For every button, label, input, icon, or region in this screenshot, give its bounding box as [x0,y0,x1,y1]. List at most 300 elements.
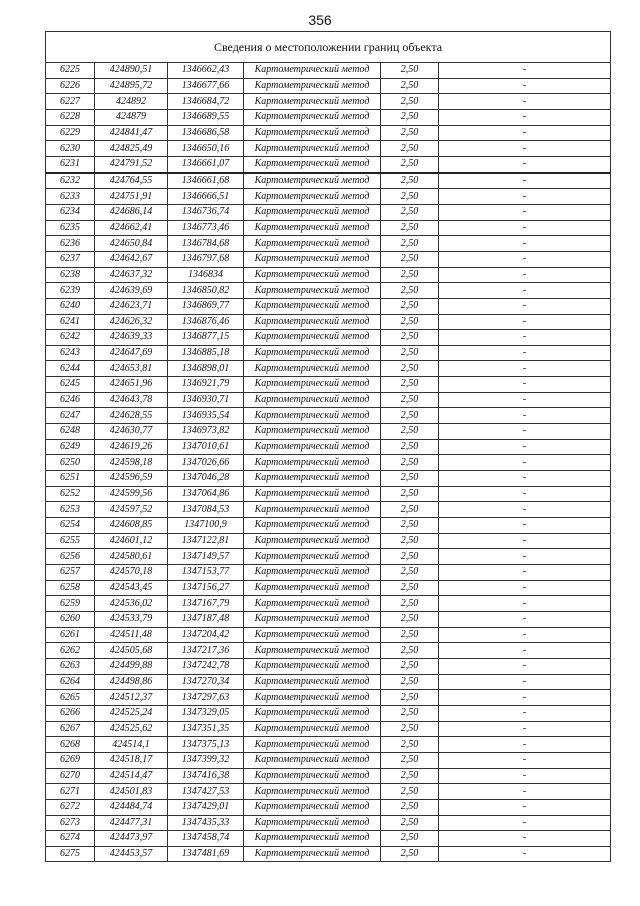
x-coordinate-cell: 424599,56 [95,486,168,502]
point-number-cell: 6231 [46,156,95,172]
description-cell: - [439,846,611,862]
table-row [46,721,611,737]
point-number-cell: 6243 [46,345,95,361]
table-row [46,627,611,643]
x-coordinate-cell: 424628,55 [95,408,168,424]
y-coordinate-cell: 1347329,05 [168,705,244,721]
y-coordinate-cell: 1347187,48 [168,611,244,627]
method-cell: Картометрический метод [244,486,381,502]
description-cell: - [439,109,611,125]
x-coordinate-cell: 424841,47 [95,125,168,141]
description-cell: - [439,831,611,847]
description-cell: - [439,78,611,94]
description-cell: - [439,424,611,440]
method-cell: Картометрический метод [244,156,381,172]
table-row [46,737,611,753]
method-cell: Картометрический метод [244,737,381,753]
point-number-cell: 6258 [46,580,95,596]
accuracy-cell: 2,50 [381,109,439,125]
x-coordinate-cell: 424647,69 [95,345,168,361]
point-number-cell: 6269 [46,752,95,768]
point-number-cell: 6253 [46,502,95,518]
accuracy-cell: 2,50 [381,627,439,643]
point-number-cell: 6236 [46,236,95,252]
accuracy-cell: 2,50 [381,377,439,393]
table-row [46,471,611,487]
y-coordinate-cell: 1346869,77 [168,298,244,314]
table-row [46,251,611,267]
x-coordinate-cell: 424653,81 [95,361,168,377]
point-number-cell: 6230 [46,141,95,157]
y-coordinate-cell: 1346661,68 [168,173,244,189]
x-coordinate-cell: 424895,72 [95,78,168,94]
description-cell: - [439,611,611,627]
description-cell: - [439,251,611,267]
x-coordinate-cell: 424596,59 [95,471,168,487]
description-cell: - [439,330,611,346]
accuracy-cell: 2,50 [381,156,439,172]
y-coordinate-cell: 1347156,27 [168,580,244,596]
point-number-cell: 6232 [46,173,95,189]
description-cell: - [439,298,611,314]
description-cell: - [439,267,611,283]
method-cell: Картометрический метод [244,251,381,267]
y-coordinate-cell: 1346876,46 [168,314,244,330]
y-coordinate-cell: 1346877,15 [168,330,244,346]
table-row [46,596,611,612]
x-coordinate-cell: 424505,68 [95,643,168,659]
accuracy-cell: 2,50 [381,236,439,252]
point-number-cell: 6234 [46,204,95,220]
method-cell: Картометрический метод [244,611,381,627]
method-cell: Картометрический метод [244,705,381,721]
accuracy-cell: 2,50 [381,267,439,283]
description-cell: - [439,815,611,831]
table-row [46,220,611,236]
description-cell: - [439,173,611,189]
y-coordinate-cell: 1347064,86 [168,486,244,502]
description-cell: - [439,377,611,393]
x-coordinate-cell: 424791,52 [95,156,168,172]
y-coordinate-cell: 1346935,54 [168,408,244,424]
x-coordinate-cell: 424525,62 [95,721,168,737]
y-coordinate-cell: 1347416,38 [168,768,244,784]
method-cell: Картометрический метод [244,768,381,784]
method-cell: Картометрический метод [244,392,381,408]
accuracy-cell: 2,50 [381,204,439,220]
method-cell: Картометрический метод [244,439,381,455]
accuracy-cell: 2,50 [381,141,439,157]
point-number-cell: 6229 [46,125,95,141]
description-cell: - [439,94,611,110]
y-coordinate-cell: 1347084,53 [168,502,244,518]
table-row [46,580,611,596]
point-number-cell: 6262 [46,643,95,659]
method-cell: Картометрический метод [244,78,381,94]
point-number-cell: 6251 [46,471,95,487]
method-cell: Картометрический метод [244,518,381,534]
method-cell: Картометрический метод [244,283,381,299]
y-coordinate-cell: 1347375,13 [168,737,244,753]
y-coordinate-cell: 1347153,77 [168,565,244,581]
description-cell: - [439,565,611,581]
x-coordinate-cell: 424825,49 [95,141,168,157]
x-coordinate-cell: 424890,51 [95,63,168,79]
method-cell: Картометрический метод [244,236,381,252]
x-coordinate-cell: 424642,67 [95,251,168,267]
method-cell: Картометрический метод [244,815,381,831]
accuracy-cell: 2,50 [381,471,439,487]
point-number-cell: 6275 [46,846,95,862]
accuracy-cell: 2,50 [381,690,439,706]
method-cell: Картометрический метод [244,658,381,674]
method-cell: Картометрический метод [244,502,381,518]
accuracy-cell: 2,50 [381,220,439,236]
method-cell: Картометрический метод [244,94,381,110]
accuracy-cell: 2,50 [381,439,439,455]
y-coordinate-cell: 1347427,53 [168,784,244,800]
method-cell: Картометрический метод [244,580,381,596]
method-cell: Картометрический метод [244,189,381,205]
table-row [46,486,611,502]
method-cell: Картометрический метод [244,674,381,690]
table-row [46,377,611,393]
page-number: 356 [308,12,332,28]
x-coordinate-cell: 424484,74 [95,799,168,815]
description-cell: - [439,596,611,612]
accuracy-cell: 2,50 [381,815,439,831]
table-row [46,533,611,549]
point-number-cell: 6247 [46,408,95,424]
description-cell: - [439,156,611,172]
table-row [46,141,611,157]
y-coordinate-cell: 1346666,51 [168,189,244,205]
table-row [46,518,611,534]
y-coordinate-cell: 1347481,69 [168,846,244,862]
accuracy-cell: 2,50 [381,596,439,612]
description-cell: - [439,533,611,549]
accuracy-cell: 2,50 [381,314,439,330]
x-coordinate-cell: 424511,48 [95,627,168,643]
point-number-cell: 6264 [46,674,95,690]
point-number-cell: 6261 [46,627,95,643]
description-cell: - [439,690,611,706]
x-coordinate-cell: 424892 [95,94,168,110]
table-row [46,658,611,674]
x-coordinate-cell: 424764,55 [95,173,168,189]
table-row [46,565,611,581]
y-coordinate-cell: 1347122,81 [168,533,244,549]
x-coordinate-cell: 424686,14 [95,204,168,220]
y-coordinate-cell: 1347010,61 [168,439,244,455]
method-cell: Картометрический метод [244,455,381,471]
table-row [46,846,611,862]
description-cell: - [439,518,611,534]
table-row [46,267,611,283]
accuracy-cell: 2,50 [381,408,439,424]
y-coordinate-cell: 1347458,74 [168,831,244,847]
table-row [46,283,611,299]
table-row [46,78,611,94]
description-cell: - [439,189,611,205]
description-cell: - [439,721,611,737]
y-coordinate-cell: 1347429,01 [168,799,244,815]
table-row [46,831,611,847]
table-row [46,768,611,784]
table-row [46,674,611,690]
point-number-cell: 6260 [46,611,95,627]
method-cell: Картометрический метод [244,643,381,659]
table-row [46,408,611,424]
x-coordinate-cell: 424751,91 [95,189,168,205]
description-cell: - [439,141,611,157]
accuracy-cell: 2,50 [381,94,439,110]
table-row [46,643,611,659]
table-row [46,752,611,768]
x-coordinate-cell: 424570,18 [95,565,168,581]
table-row [46,784,611,800]
method-cell: Картометрический метод [244,330,381,346]
y-coordinate-cell: 1347149,57 [168,549,244,565]
description-cell: - [439,549,611,565]
x-coordinate-cell: 424626,32 [95,314,168,330]
table-row [46,455,611,471]
point-number-cell: 6255 [46,533,95,549]
description-cell: - [439,236,611,252]
table-row [46,125,611,141]
point-number-cell: 6272 [46,799,95,815]
accuracy-cell: 2,50 [381,345,439,361]
y-coordinate-cell: 1346661,07 [168,156,244,172]
accuracy-cell: 2,50 [381,330,439,346]
x-coordinate-cell: 424501,83 [95,784,168,800]
method-cell: Картометрический метод [244,627,381,643]
accuracy-cell: 2,50 [381,737,439,753]
x-coordinate-cell: 424477,31 [95,815,168,831]
accuracy-cell: 2,50 [381,658,439,674]
y-coordinate-cell: 1346973,82 [168,424,244,440]
method-cell: Картометрический метод [244,361,381,377]
table-row [46,156,611,172]
description-cell: - [439,502,611,518]
boundary-table [45,31,611,862]
table-row [46,204,611,220]
method-cell: Картометрический метод [244,314,381,330]
description-cell: - [439,408,611,424]
x-coordinate-cell: 424619,26 [95,439,168,455]
y-coordinate-cell: 1346885,18 [168,345,244,361]
accuracy-cell: 2,50 [381,580,439,596]
description-cell: - [439,392,611,408]
description-cell: - [439,455,611,471]
point-number-cell: 6271 [46,784,95,800]
point-number-cell: 6267 [46,721,95,737]
accuracy-cell: 2,50 [381,298,439,314]
description-cell: - [439,220,611,236]
x-coordinate-cell: 424499,88 [95,658,168,674]
y-coordinate-cell: 1347167,79 [168,596,244,612]
y-coordinate-cell: 1347297,63 [168,690,244,706]
description-cell: - [439,283,611,299]
point-number-cell: 6235 [46,220,95,236]
y-coordinate-cell: 1347100,9 [168,518,244,534]
method-cell: Картометрический метод [244,831,381,847]
table-row [46,330,611,346]
point-number-cell: 6242 [46,330,95,346]
description-cell: - [439,784,611,800]
x-coordinate-cell: 424543,45 [95,580,168,596]
method-cell: Картометрический метод [244,220,381,236]
point-number-cell: 6244 [46,361,95,377]
accuracy-cell: 2,50 [381,189,439,205]
method-cell: Картометрический метод [244,533,381,549]
x-coordinate-cell: 424514,1 [95,737,168,753]
method-cell: Картометрический метод [244,752,381,768]
method-cell: Картометрический метод [244,109,381,125]
y-coordinate-cell: 1347351,35 [168,721,244,737]
accuracy-cell: 2,50 [381,565,439,581]
accuracy-cell: 2,50 [381,721,439,737]
y-coordinate-cell: 1346650,16 [168,141,244,157]
x-coordinate-cell: 424473,97 [95,831,168,847]
point-number-cell: 6254 [46,518,95,534]
y-coordinate-cell: 1347242,78 [168,658,244,674]
method-cell: Картометрический метод [244,471,381,487]
method-cell: Картометрический метод [244,267,381,283]
accuracy-cell: 2,50 [381,768,439,784]
point-number-cell: 6248 [46,424,95,440]
description-cell: - [439,314,611,330]
method-cell: Картометрический метод [244,596,381,612]
point-number-cell: 6245 [46,377,95,393]
accuracy-cell: 2,50 [381,173,439,189]
table-row [46,109,611,125]
point-number-cell: 6249 [46,439,95,455]
point-number-cell: 6239 [46,283,95,299]
method-cell: Картометрический метод [244,298,381,314]
method-cell: Картометрический метод [244,846,381,862]
point-number-cell: 6226 [46,78,95,94]
y-coordinate-cell: 1346677,66 [168,78,244,94]
x-coordinate-cell: 424525,24 [95,705,168,721]
method-cell: Картометрический метод [244,799,381,815]
x-coordinate-cell: 424630,77 [95,424,168,440]
y-coordinate-cell: 1347435,33 [168,815,244,831]
point-number-cell: 6241 [46,314,95,330]
y-coordinate-cell: 1347026,66 [168,455,244,471]
table-row [46,173,611,189]
description-cell: - [439,580,611,596]
method-cell: Картометрический метод [244,63,381,79]
table-title: Сведения о местоположении границ объекта [46,32,611,63]
point-number-cell: 6240 [46,298,95,314]
table-row [46,94,611,110]
accuracy-cell: 2,50 [381,125,439,141]
table-row [46,298,611,314]
point-number-cell: 6273 [46,815,95,831]
method-cell: Картометрический метод [244,408,381,424]
accuracy-cell: 2,50 [381,63,439,79]
method-cell: Картометрический метод [244,565,381,581]
point-number-cell: 6227 [46,94,95,110]
x-coordinate-cell: 424639,33 [95,330,168,346]
x-coordinate-cell: 424453,57 [95,846,168,862]
point-number-cell: 6274 [46,831,95,847]
x-coordinate-cell: 424879 [95,109,168,125]
description-cell: - [439,752,611,768]
y-coordinate-cell: 1346921,79 [168,377,244,393]
method-cell: Картометрический метод [244,784,381,800]
point-number-cell: 6257 [46,565,95,581]
accuracy-cell: 2,50 [381,643,439,659]
accuracy-cell: 2,50 [381,799,439,815]
x-coordinate-cell: 424601,12 [95,533,168,549]
x-coordinate-cell: 424637,32 [95,267,168,283]
y-coordinate-cell: 1347399,32 [168,752,244,768]
accuracy-cell: 2,50 [381,424,439,440]
point-number-cell: 6265 [46,690,95,706]
point-number-cell: 6266 [46,705,95,721]
accuracy-cell: 2,50 [381,846,439,862]
y-coordinate-cell: 1346930,71 [168,392,244,408]
table-row [46,314,611,330]
x-coordinate-cell: 424514,47 [95,768,168,784]
method-cell: Картометрический метод [244,721,381,737]
x-coordinate-cell: 424580,61 [95,549,168,565]
x-coordinate-cell: 424597,52 [95,502,168,518]
table-row [46,439,611,455]
accuracy-cell: 2,50 [381,283,439,299]
point-number-cell: 6252 [46,486,95,502]
x-coordinate-cell: 424650,84 [95,236,168,252]
y-coordinate-cell: 1346784,68 [168,236,244,252]
x-coordinate-cell: 424498,86 [95,674,168,690]
point-number-cell: 6228 [46,109,95,125]
y-coordinate-cell: 1347217,36 [168,643,244,659]
description-cell: - [439,627,611,643]
method-cell: Картометрический метод [244,204,381,220]
y-coordinate-cell: 1346686,58 [168,125,244,141]
description-cell: - [439,658,611,674]
description-cell: - [439,705,611,721]
point-number-cell: 6270 [46,768,95,784]
table-row [46,549,611,565]
description-cell: - [439,768,611,784]
accuracy-cell: 2,50 [381,611,439,627]
table-row [46,63,611,79]
method-cell: Картометрический метод [244,173,381,189]
y-coordinate-cell: 1346662,43 [168,63,244,79]
accuracy-cell: 2,50 [381,78,439,94]
accuracy-cell: 2,50 [381,486,439,502]
accuracy-cell: 2,50 [381,705,439,721]
x-coordinate-cell: 424643,78 [95,392,168,408]
y-coordinate-cell: 1347204,42 [168,627,244,643]
point-number-cell: 6268 [46,737,95,753]
point-number-cell: 6246 [46,392,95,408]
table-row [46,815,611,831]
x-coordinate-cell: 424662,41 [95,220,168,236]
x-coordinate-cell: 424608,85 [95,518,168,534]
point-number-cell: 6250 [46,455,95,471]
description-cell: - [439,63,611,79]
table-row [46,690,611,706]
table-row [46,345,611,361]
x-coordinate-cell: 424518,17 [95,752,168,768]
point-number-cell: 6237 [46,251,95,267]
point-number-cell: 6259 [46,596,95,612]
y-coordinate-cell: 1347270,34 [168,674,244,690]
